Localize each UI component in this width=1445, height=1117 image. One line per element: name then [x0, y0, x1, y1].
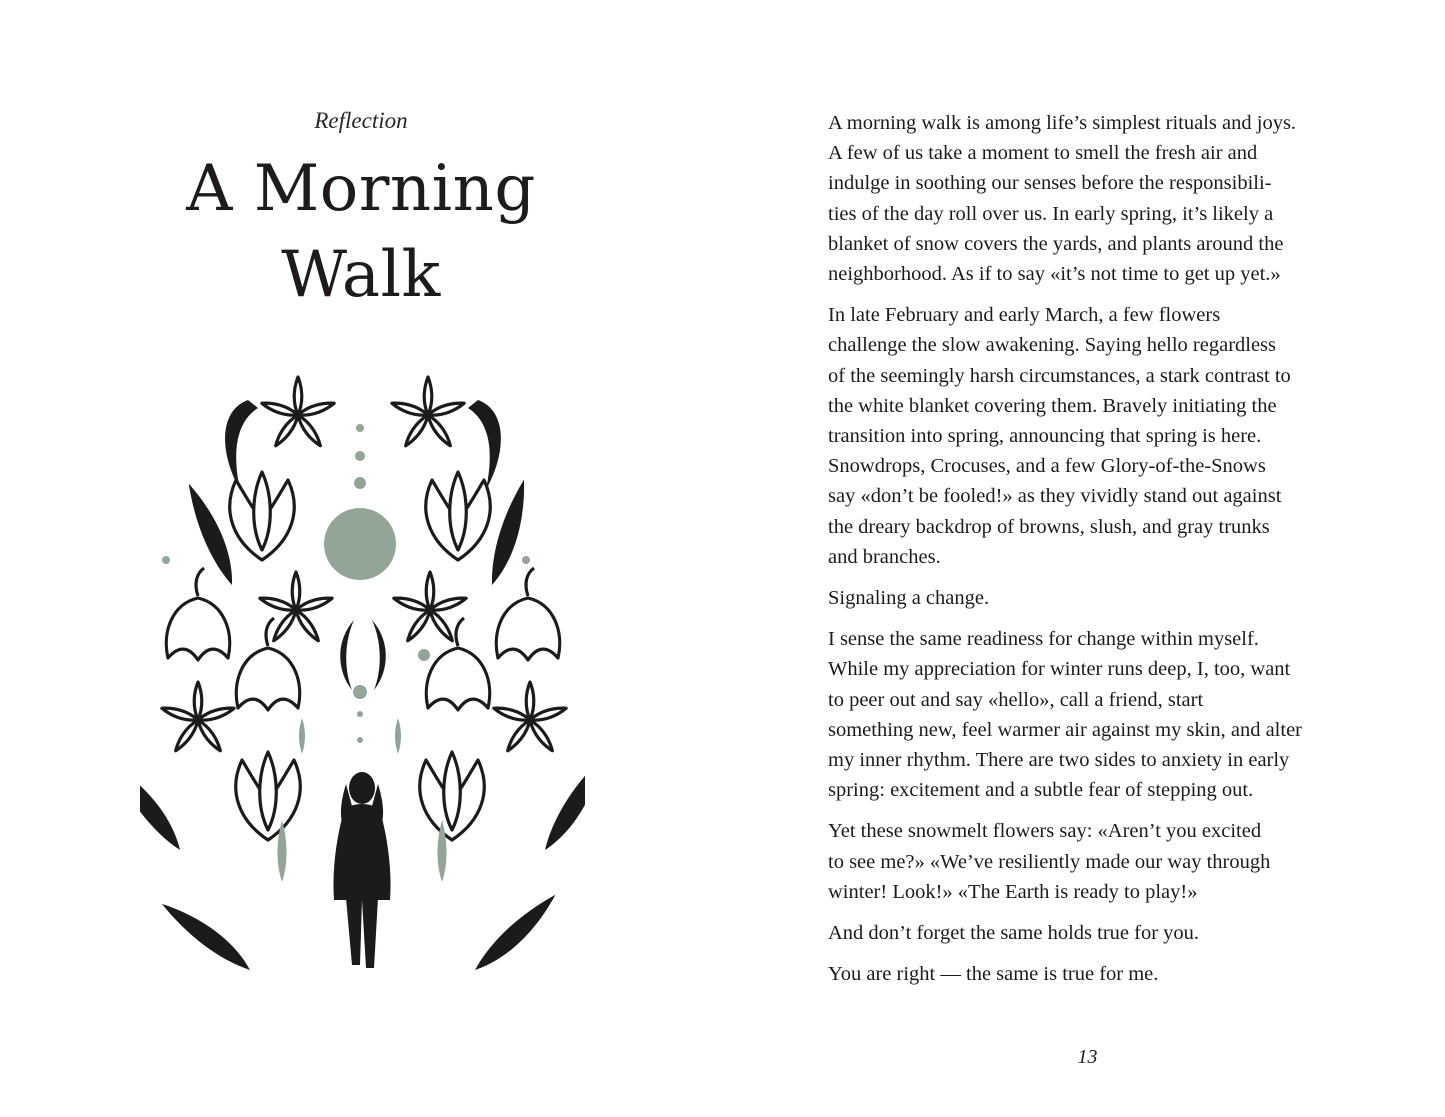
text-line: the dreary backdrop of browns, slush, and gray trunks	[828, 515, 1270, 538]
text-line: I sense the same readiness for change within myself.	[828, 628, 1259, 651]
text-line: transition into spring, announcing that spring is here.	[828, 425, 1262, 448]
drop-left-icon	[299, 718, 305, 754]
dot-6-icon	[357, 737, 363, 743]
tulip-bottom-right-icon	[420, 752, 484, 840]
dot-left-icon	[162, 556, 170, 564]
text-line: ties of the day roll over us. In early spring, it’s likely a	[828, 202, 1274, 225]
title-line-2: Walk	[281, 238, 441, 312]
text-line: to peer out and say «hello», call a friend, start	[828, 688, 1204, 711]
text-line: Signaling a change.	[828, 587, 990, 610]
lily-top-left-icon	[261, 377, 336, 448]
left-page	[0, 0, 722, 1117]
lily-top-right-icon	[391, 377, 466, 448]
dot-1-icon	[356, 424, 364, 432]
text-line: neighborhood. As if to say «it’s not time to get up yet.»	[828, 263, 1281, 286]
text-line: the white blanket covering them. Bravely initiating the	[828, 394, 1277, 417]
text-line: indulge in soothing our senses before the responsibili-	[828, 172, 1272, 195]
stem-left-icon	[225, 400, 258, 490]
right-page	[722, 0, 1445, 1117]
tulip-upper-right-icon	[426, 472, 490, 560]
text-line: to see me?» «We’ve resiliently made our way through	[828, 850, 1271, 873]
page-number: 13	[1077, 1046, 1098, 1068]
snowdrop-inner-left-icon	[236, 618, 299, 710]
dot-3-icon	[354, 477, 366, 489]
text-line: Yet these snowmelt flowers say: «Aren’t you excited	[828, 820, 1262, 843]
text-line: You are right — the same is true for me.	[828, 963, 1159, 986]
crescent-right-icon	[372, 620, 386, 690]
snowdrop-right-icon	[496, 568, 559, 660]
snowdrop-inner-right-icon	[426, 618, 489, 710]
text-line: While my appreciation for winter runs deep, I, too, want	[828, 658, 1291, 681]
moon-icon	[324, 508, 396, 580]
lily-low-left-icon	[161, 682, 236, 753]
leaf-left-bottom-icon	[159, 893, 255, 978]
text-line: spring: excitement and a subtle fear of stepping out.	[828, 779, 1254, 802]
text-line: In late February and early March, a few flowers	[828, 304, 1221, 327]
dot-4-icon	[353, 685, 367, 699]
text-line: challenge the slow awakening. Saying hello regardless	[828, 334, 1277, 357]
title-line-1: A Morning	[186, 152, 536, 226]
snowdrop-left-icon	[166, 568, 229, 660]
lily-low-right-icon	[493, 682, 568, 753]
drop-right-icon	[395, 718, 401, 754]
paragraph	[828, 108, 1348, 289]
tulip-upper-left-icon	[230, 472, 294, 560]
floral-illustration	[140, 370, 585, 980]
text-line: winter! Look!» «The Earth is ready to play!»	[828, 880, 1198, 903]
dot-5-icon	[357, 711, 363, 717]
text-line: A few of us take a moment to smell the fresh air and	[828, 142, 1258, 165]
dot-mid-right-icon	[418, 649, 430, 661]
stem-right-icon	[468, 400, 501, 490]
text-line: say «don’t be fooled!» as they vividly stand out against	[828, 485, 1282, 508]
lily-mid-left-icon	[259, 572, 334, 643]
page-title	[0, 146, 722, 318]
paragraph	[828, 624, 1348, 805]
text-line: A morning walk is among life’s simplest rituals and joys.	[828, 112, 1297, 134]
text-line: and branches.	[828, 545, 941, 568]
text-line: Snowdrops, Crocuses, and a few Glory-of-the-Snows	[828, 455, 1266, 478]
leaf-left-outer-icon	[140, 755, 186, 856]
paragraph	[828, 300, 1348, 572]
leaf-right-outer-icon	[536, 754, 585, 855]
paragraph	[828, 918, 1348, 948]
crescent-left-icon	[340, 620, 354, 690]
paragraph	[828, 816, 1348, 907]
paragraph	[828, 583, 1348, 613]
text-line: And don’t forget the same holds true for you.	[828, 922, 1200, 945]
body-text	[828, 108, 1348, 1000]
leaf-right-bottom-icon	[468, 891, 564, 976]
text-line: blanket of snow covers the yards, and plants around the	[828, 232, 1284, 255]
dot-right-icon	[522, 556, 530, 564]
text-line: something new, feel warmer air against my skin, and alter	[828, 718, 1303, 741]
paragraph	[828, 959, 1348, 989]
section-kicker: Reflection	[314, 108, 408, 133]
text-line: my inner rhythm. There are two sides to anxiety in early	[828, 749, 1290, 772]
text-line: of the seemingly harsh circumstances, a stark contrast to	[828, 364, 1291, 387]
dot-2-icon	[355, 451, 365, 461]
woman-silhouette-icon	[333, 772, 390, 968]
tulip-bottom-left-icon	[236, 752, 300, 840]
